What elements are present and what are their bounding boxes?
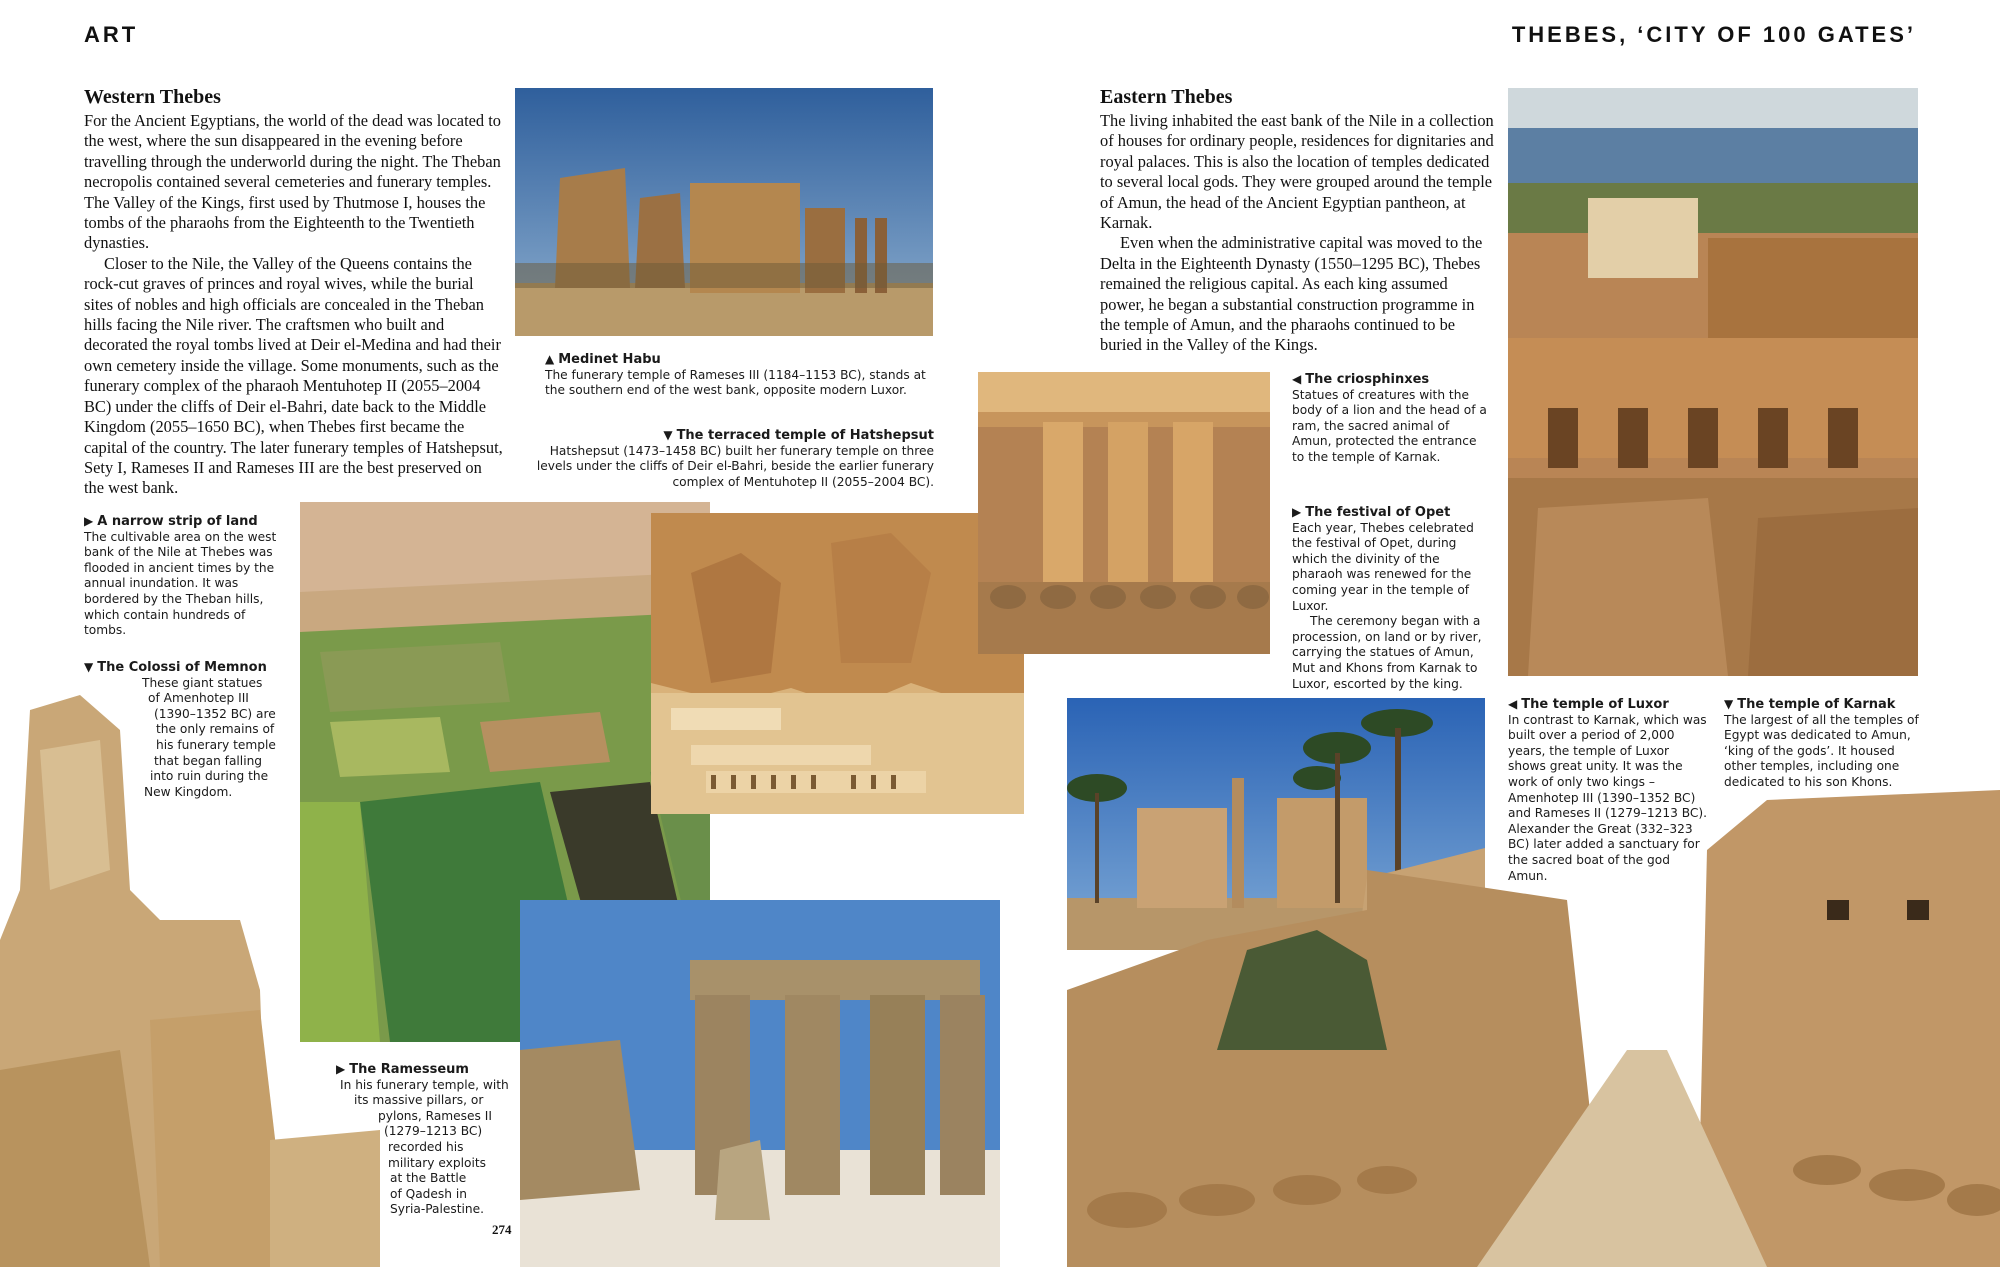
running-head-left: ART — [84, 22, 139, 47]
caption-colossi-of-memnon — [84, 660, 314, 800]
caption-line: pylons, Rameses II — [378, 1108, 492, 1123]
caption-title: The Ramesseum — [349, 1062, 469, 1077]
caption-line: of Qadesh in — [390, 1186, 467, 1201]
west-paragraph: For the Ancient Egyptians, the world of the dead was located to the west, where the sun disappeared in the evening before travelling through the underworld during the night. The Theban necropolis contained several cemeteries and funerary temples. The Valley of the Kings, first used by Thutmose I, houses the tombs of the pharaohs from the Eighteenth to the Twentieth dynasties. — [84, 111, 501, 253]
caption-text: The funerary temple of Rameses III (1184–1153 BC), stands at the southern end of the west bank, opposite modern Luxor. — [545, 367, 926, 398]
criosphinxes-photo — [978, 372, 1270, 654]
caption-title: The festival of Opet — [1305, 505, 1451, 520]
caption-text: The ceremony began with a procession, on land or by river, carrying the statues of Amun, Mut and Khons from Karnak to Luxor, escorted by the king. — [1292, 614, 1482, 691]
medinet-habu-photo — [515, 88, 933, 336]
triangle-down-icon: ▼ — [663, 428, 673, 442]
caption-text: Statues of creatures with the body of a lion and the head of a ram, the sacred animal of Amun, protected the entrance to the temple of Karnak. — [1292, 387, 1487, 464]
caption-hatshepsut — [530, 428, 934, 490]
east-heading: Eastern Thebes — [1100, 86, 1233, 108]
caption-title: A narrow strip of land — [97, 514, 258, 529]
caption-text: In contrast to Karnak, which was built over a period of 2,000 years, the temple of Luxor shows great unity. It was the work of only two kings – Amenhotep III (1390–1352 BC) and Rameses II (1279–1213 BC). Alexander the Great (332–323 BC) later added a sanctuary for the sacred boat of the god Amun. — [1508, 712, 1708, 883]
west-paragraph: Closer to the Nile, the Valley of the Queens contains the rock-cut graves of princes and royal wives, while the burial sites of nobles and high officials are concealed in the Theban hills facing the Nile river. The craftsmen who built and decorated the royal tombs lived at Deir el-Medina and had their own cemetery inside the village. Some monuments, such as the funerary complex of the pharaoh Mentuhotep II (2055–2004 BC) under the cliffs of Deir el-Bahri, date back to the Middle Kingdom (2055–1650 BC), when Thebes first became the capital of the country. The later funerary temples of Hatshepsut, Sety I, Rameses II and Rameses III are the best preserved on the west bank. — [84, 253, 503, 498]
caption-line: of Amenhotep III — [148, 691, 249, 706]
caption-temple-of-karnak — [1724, 697, 1924, 791]
page-number: 274 — [492, 1222, 512, 1237]
caption-line: (1279–1213 BC) — [384, 1124, 483, 1139]
caption-text: Hatshepsut (1473–1458 BC) built her funerary temple on three levels under the cliffs of Deir el-Bahri, beside the earlier funerary complex of Mentuhotep II (2055–2004 BC). — [536, 443, 934, 489]
caption-line: In his funerary temple, with — [340, 1077, 509, 1092]
caption-line: Syria-Palestine. — [390, 1202, 484, 1217]
karnak-aerial-photo — [1508, 88, 1918, 676]
caption-line: New Kingdom. — [144, 784, 233, 799]
caption-criosphinxes — [1292, 372, 1492, 466]
west-section — [84, 86, 504, 499]
caption-line: (1390–1352 BC) are — [154, 706, 276, 721]
karnak-avenue-photo — [1067, 790, 2000, 1267]
triangle-right-icon: ▶ — [84, 514, 94, 528]
caption-festival-of-opet — [1292, 505, 1492, 692]
caption-line: These giant statues — [142, 675, 263, 690]
ramesseum-photo — [520, 900, 1000, 1267]
caption-title: The criosphinxes — [1305, 372, 1430, 387]
caption-title: Medinet Habu — [558, 352, 661, 367]
running-head-right: THEBES, ‘CITY OF 100 GATES’ — [1511, 22, 1916, 47]
west-heading: Western Thebes — [84, 86, 221, 108]
caption-title: The Colossi of Memnon — [97, 660, 267, 675]
east-body — [1100, 111, 1495, 356]
triangle-down-icon: ▼ — [1724, 697, 1734, 711]
east-paragraph: Even when the administrative capital was moved to the Delta in the Eighteenth Dynasty (1550–1295 BC), Thebes remained the religious capital. As each king assumed power, he began a substantial construction programme in the temple of Amun, and the pharaohs continued to be buried in the Valley of the Kings. — [1100, 233, 1483, 355]
caption-title: The temple of Luxor — [1521, 697, 1669, 712]
west-body — [84, 111, 504, 499]
caption-line: military exploits — [388, 1155, 486, 1170]
triangle-right-icon: ▶ — [1292, 505, 1302, 519]
triangle-right-icon: ▶ — [336, 1062, 346, 1076]
caption-line: recorded his — [388, 1139, 464, 1154]
caption-text: The largest of all the temples of Egypt was dedicated to Amun, ‘king of the gods’. It housed other temples, including one dedicated to his son Khons. — [1724, 712, 1919, 789]
caption-ramesseum — [336, 1062, 516, 1218]
triangle-left-icon: ◀ — [1292, 372, 1302, 386]
caption-text: The cultivable area on the west bank of the Nile at Thebes was flooded in ancient times by the annual inundation. It was bordered by the Theban hills, which contain hundreds of tombs. — [84, 529, 277, 638]
caption-title: The terraced temple of Hatshepsut — [676, 428, 934, 443]
caption-line: his funerary temple — [156, 737, 276, 752]
caption-title: The temple of Karnak — [1737, 697, 1896, 712]
caption-line: into ruin during the — [150, 769, 269, 784]
triangle-up-icon: ▲ — [545, 352, 555, 366]
caption-medinet-habu — [545, 352, 935, 399]
hatshepsut-temple-photo — [651, 513, 1024, 814]
caption-line: the only remains of — [156, 722, 275, 737]
caption-text: Each year, Thebes celebrated the festival of Opet, during which the divinity of the pharaoh was renewed for the coming year in the temple of Luxor. — [1292, 520, 1474, 613]
caption-line: at the Battle — [390, 1171, 467, 1186]
triangle-down-icon: ▼ — [84, 660, 94, 674]
caption-line: its massive pillars, or — [354, 1093, 484, 1108]
caption-line: that began falling — [154, 753, 263, 768]
east-paragraph: The living inhabited the east bank of the Nile in a collection of houses for ordinary people, residences for dignitaries and royal palaces. This is also the location of temples dedicated to several local gods. They were grouped around the temple of Amun, the head of the Ancient Egyptian pantheon, at Karnak. — [1100, 111, 1494, 233]
caption-narrow-strip — [84, 514, 289, 639]
triangle-left-icon: ◀ — [1508, 697, 1518, 711]
east-section — [1100, 86, 1495, 356]
